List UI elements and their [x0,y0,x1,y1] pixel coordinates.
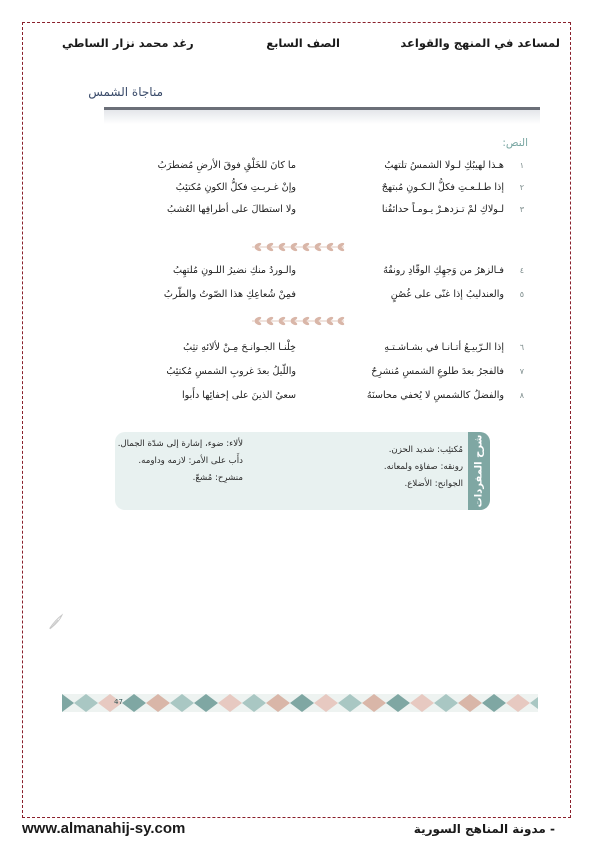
decorative-pattern-band [62,694,538,712]
first-hemistich: والعندليبُ إذا غنّى على غُصُنٍ [390,289,504,300]
page-header [40,32,560,54]
vocabulary-entry: منشرِح: مُشعّ. [192,473,243,483]
second-hemistich: سعيُ الذينَ على إخفائِها دأَبوا [182,390,296,401]
vocabulary-column-right [384,442,463,493]
second-hemistich: خِلْنـا الجـوانـحَ مِـنْ لألائهِ تثِبُ [183,342,296,353]
line-number: ٧ [519,367,524,376]
text-section-label: النص: [502,137,528,149]
lesson-title: مناجاة الشمس [88,85,163,99]
poem-line [118,160,524,178]
header-author: رغد محمد نزار الساطي [62,36,194,50]
vocabulary-entry: لألاء: ضوء، إشارة إلى شدّة الجمال. [117,439,243,449]
poem-line [118,265,524,283]
title-shade [104,110,540,124]
vocabulary-tab [468,432,490,510]
vocabulary-entry: مُكتئِب: شديد الحزن. [388,445,463,455]
second-hemistich: والـوردُ منكِ نضيرُ اللـونِ مُلتهِبُ [172,265,296,276]
header-grade: الصف السابع [266,36,340,50]
leaf-ornament-divider [248,316,348,326]
vocabulary-entry: الجوانح: الأضلاع. [404,479,463,489]
feather-icon [46,612,66,632]
first-hemistich: والفضلُ كالشمسِ لا يُخفي محاسنَهُ [366,390,504,401]
first-hemistich: إذا الـرّبيـعُ أتـانـا في بشـاشـتـهِ [384,342,504,353]
line-number: ٢ [519,183,524,192]
line-number: ٥ [519,290,524,299]
second-hemistich: ولا استطالَ على أطرافِها العُشبُ [167,204,296,215]
poem-line [118,342,524,360]
leaf-ornament-divider [248,242,348,252]
vocabulary-column-left [118,436,243,487]
poem-line [118,390,524,408]
line-number: ٨ [519,391,524,400]
poem-line [118,182,524,200]
line-number: ١ [519,161,524,170]
first-hemistich: لـولاكِ لمْ تـزدهـرْ يـومـاً حدائقُنا [381,204,504,215]
second-hemistich: فمِنْ شُعاعِكِ هذا الصّوتُ والطّربُ [163,289,296,300]
page-number: 47 [114,698,123,706]
footer-website-link[interactable]: www.almanahij-sy.com [22,820,186,837]
poem-line [118,366,524,384]
line-number: ٦ [519,343,524,352]
vocabulary-entry: رونقه: صفاؤه ولمعانه. [383,462,463,472]
line-number: ٣ [519,205,524,214]
second-hemistich: واللّيلُ بعدَ غروبِ الشمسِ مُكتئِبُ [166,366,296,377]
line-number: ٤ [519,266,524,275]
poem-line [118,204,524,222]
first-hemistich: إذا طـلـعـتِ فكلُّ الـكـونِ مُبتهجٌ [381,182,504,193]
vocabulary-entry: دأَب على الأمر: لازمه وداومه. [138,456,243,466]
vocabulary-tab-label: شرح المفردات [473,434,485,508]
first-hemistich: هـذا لهيبُكِ لـولا الشمسُ تلتهبُ [384,160,504,171]
footer-blog-name: - مدونة المناهج السورية [413,822,555,836]
first-hemistich: فالفجرُ بعدَ طلوعِ الشمسِ مُنشرِحٌ [371,366,504,377]
poem-line [118,289,524,307]
first-hemistich: فـالزهرُ من وَجهِكِ الوقّادِ رونقُهُ [383,265,504,276]
second-hemistich: وإنْ غـربـتِ فكلُّ الكونِ مُكتئِبُ [175,182,296,193]
header-subject: لمساعد في المنهج والقواعد [400,36,560,50]
second-hemistich: ما كانَ للخَلْقِ فوقَ الأرضِ مُضطرَبُ [157,160,296,171]
